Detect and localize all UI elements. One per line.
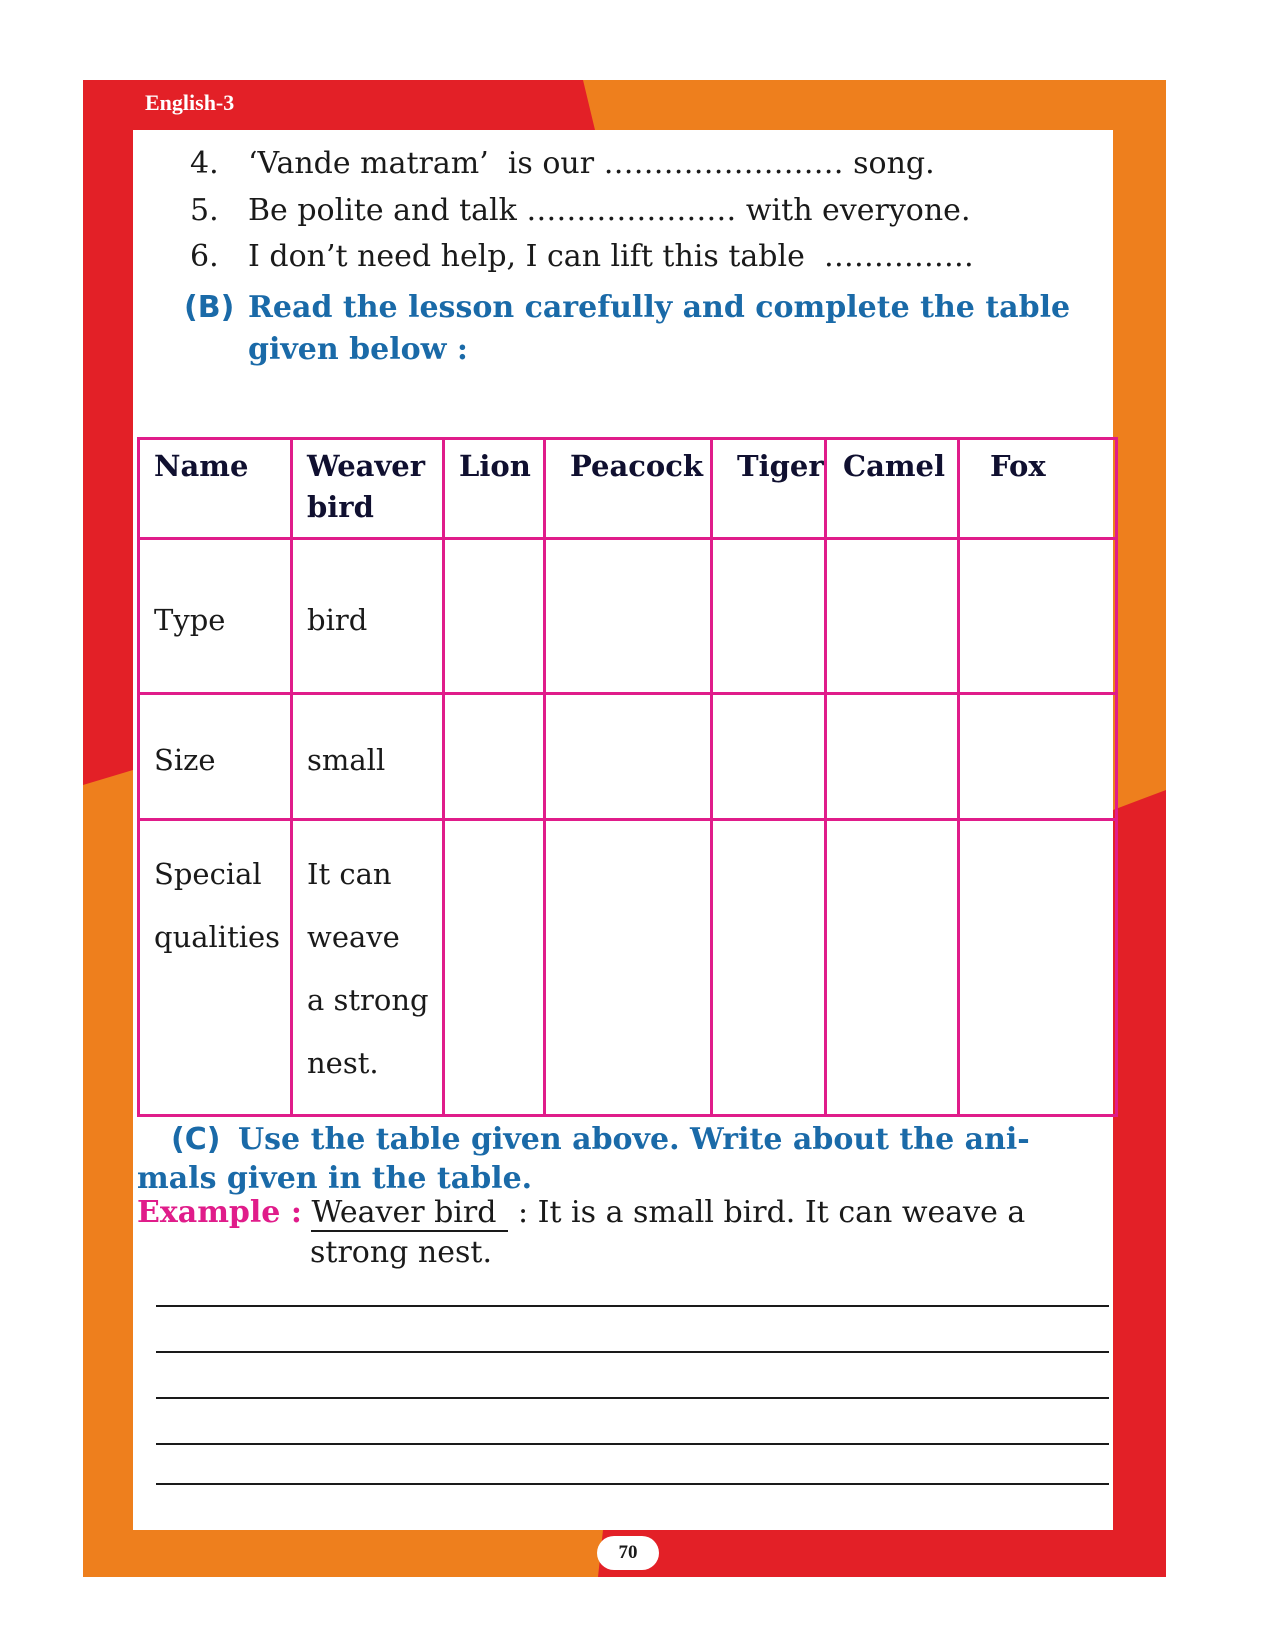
writing-line[interactable] — [156, 1351, 1109, 1353]
header-cell: Camel — [826, 439, 959, 539]
table-row — [139, 539, 1117, 694]
table-cell: small — [292, 694, 444, 820]
example-sentence: : It is a small bird. It can weave a — [517, 1195, 1026, 1230]
cell-text: nest. — [307, 1046, 379, 1080]
page-frame — [83, 80, 1166, 1577]
cell-text: a strong — [307, 983, 429, 1017]
table-cell-blank[interactable] — [444, 820, 545, 1116]
header-cell: Tiger — [712, 439, 826, 539]
section-b-line2: given below : — [248, 332, 468, 367]
row-label: Type — [139, 539, 292, 694]
table-cell-blank[interactable] — [826, 820, 959, 1116]
table-cell: bird — [292, 539, 444, 694]
writing-line[interactable] — [156, 1305, 1109, 1307]
row-label-text: qualities — [154, 920, 281, 954]
item-number: 4. — [190, 146, 219, 181]
table-cell-blank[interactable] — [712, 539, 826, 694]
table-cell-blank[interactable] — [545, 539, 712, 694]
header-cell — [292, 439, 444, 539]
header-cell: Peacock — [545, 439, 712, 539]
row-label: Size — [139, 694, 292, 820]
writing-line[interactable] — [156, 1397, 1109, 1399]
table-cell-blank[interactable] — [712, 820, 826, 1116]
cell-text: weave — [307, 920, 400, 954]
table-cell-blank[interactable] — [444, 694, 545, 820]
table-cell — [292, 820, 444, 1116]
item-number: 5. — [190, 193, 219, 228]
table-cell-blank[interactable] — [545, 820, 712, 1116]
fill-blank-item — [190, 239, 974, 274]
fill-blank-item — [190, 146, 935, 181]
item-number: 6. — [190, 239, 219, 274]
example-sentence-cont: strong nest. — [310, 1235, 492, 1270]
section-c-line1: Use the table given above. Write about the ani- — [238, 1122, 1030, 1157]
writing-line[interactable] — [156, 1443, 1109, 1445]
example-subject: Weaver bird — [311, 1195, 508, 1232]
section-c-line2: mals given in the table. — [137, 1161, 533, 1196]
writing-line[interactable] — [156, 1483, 1109, 1485]
fill-blank-item — [190, 193, 970, 228]
table-cell-blank[interactable] — [545, 694, 712, 820]
section-tag: (C) — [171, 1122, 221, 1157]
item-text: ‘Vande matram’ is our …………………… song. — [248, 146, 935, 181]
section-b-heading — [184, 286, 234, 330]
table-cell-blank[interactable] — [826, 539, 959, 694]
table-row — [139, 694, 1117, 820]
table-cell-blank[interactable] — [959, 820, 1117, 1116]
header-cell: Name — [139, 439, 292, 539]
table-cell-blank[interactable] — [959, 694, 1117, 820]
book-title: English-3 — [145, 90, 235, 115]
header-cell: Fox — [959, 439, 1117, 539]
header-text: bird — [307, 489, 374, 524]
table-cell-blank[interactable] — [712, 694, 826, 820]
table-cell-blank[interactable] — [444, 539, 545, 694]
table-cell-blank[interactable] — [826, 694, 959, 820]
example-line — [137, 1195, 1025, 1230]
row-label-text: Special — [154, 857, 262, 891]
cell-text: It can — [307, 857, 392, 891]
item-text: I don’t need help, I can lift this table …………… — [248, 239, 974, 274]
section-c-heading — [171, 1118, 220, 1162]
animal-table — [137, 437, 1118, 1117]
example-label: Example : — [137, 1195, 302, 1230]
section-b-line1: Read the lesson carefully and complete the table — [248, 290, 1071, 325]
table-cell-blank[interactable] — [959, 539, 1117, 694]
row-label — [139, 820, 292, 1116]
header-cell: Lion — [444, 439, 545, 539]
page-number: 70 — [597, 1536, 659, 1570]
table-row — [139, 820, 1117, 1116]
header-text: Weaver — [307, 449, 426, 483]
section-tag: (B) — [184, 290, 235, 325]
table-header-row — [139, 439, 1117, 539]
item-text: Be polite and talk ………………… with everyone. — [248, 193, 971, 228]
